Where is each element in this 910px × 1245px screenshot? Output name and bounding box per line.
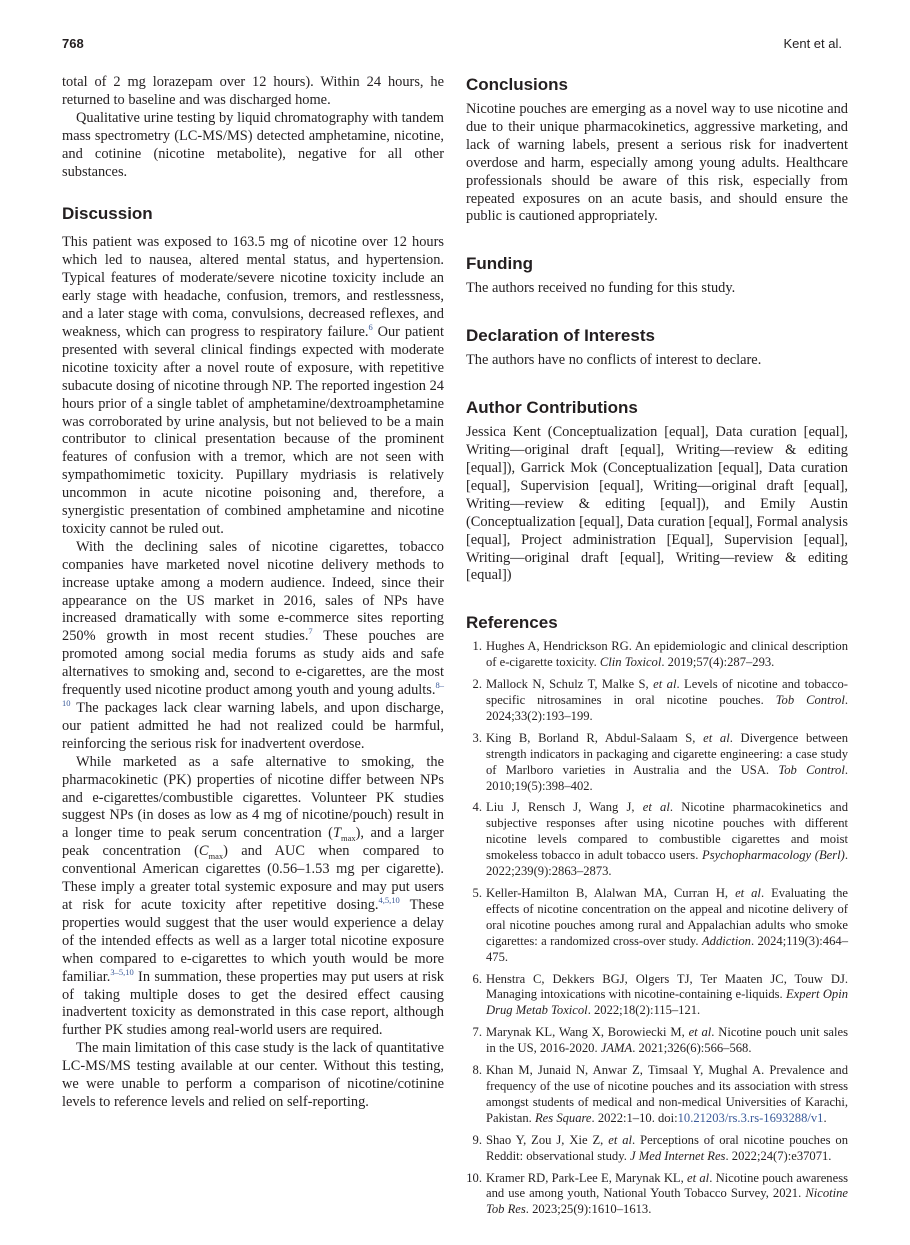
author-contributions-text: Jessica Kent (Conceptualization [equal], Data curation [equal], Writing—original draft [equal], Writing—review & editing [equal]), Garrick Mok (Conceptualization [equal], Data curation [equal], Supervision [equal], Writing—original draft [equal], Writing—review & editing [equal]), and Emily Austin (Conceptualization [equal], Data curation [equal], Formal analysis [equal], Project administration [Equal], Supervision [equal], Writing—original draft [equal], Writing—review & editing [equal]) <box>466 424 849 584</box>
right-column <box>466 74 848 1245</box>
reference-item: 7. Marynak KL, Wang X, Borowiecki M, et al. Nicotine pouch unit sales in the US, 2016-2020. JAMA. 2021;326(6):566–568. <box>472 1025 848 1056</box>
funding-text: The authors received no funding for this study. <box>466 280 736 297</box>
reference-item: 1. Hughes A, Hendrickson RG. An epidemiologic and clinical description of e-cigarette toxicity. Clin Toxicol. 2019;57(4):287–293. <box>472 639 848 670</box>
citation-link[interactable]: 6 <box>368 322 373 333</box>
conclusions-section <box>466 74 848 226</box>
author-contributions-section <box>466 397 848 585</box>
citation-link[interactable]: 8–10 <box>62 680 444 709</box>
declaration-section <box>466 325 848 370</box>
case-paragraph-end: total of 2 mg lorazepam over 12 hours). Within 24 hours, he returned to baseline and was discharged home. <box>62 74 444 108</box>
references-section <box>466 612 848 1218</box>
conclusions-heading: Conclusions <box>466 75 569 94</box>
author-contributions-heading: Author Contributions <box>466 398 638 418</box>
discussion-paragraph-2: With the declining sales of nicotine cigarettes, tobacco companies have marketed novel nicotine delivery methods to increase uptake among a modern audience. Indeed, since their appearance on the US market in 2016, sales of NPs have increased dramatically with some e-commerce sites reporting 250% growth in most recent studies.$^7$ These pouches are promoted among social media forums as study aids and safe alternatives to smoking and, second to e-cigarettes, are the most frequently used nicotine product among youth and young adults.$^{8-10}$ The packages lack clear warning labels, and upon discharge, our patient admitted he had not realized could be harmful, reinforcing the serious risk for inadvertent overdose. <box>62 538 444 752</box>
reference-item: 10. Kramer RD, Park-Lee E, Marynak KL, et al. Nicotine pouch awareness and use among youth, National Youth Tobacco Survey, 2021. Nicotine Tob Res. 2023;25(9):1610–1613. <box>466 1170 848 1217</box>
left-column <box>62 74 444 1112</box>
funding-heading: Funding <box>466 254 534 274</box>
citation-link[interactable]: 3–5,10 <box>110 966 134 977</box>
urine-testing-paragraph: Qualitative urine testing by liquid chromatography with tandem mass spectrometry (LC-MS/MS) detected amphetamine, nicotine, and cotinine (nicotine metabolite), negative for all other substances. <box>62 109 444 180</box>
page-header <box>62 36 842 56</box>
page-number: 768 <box>62 36 84 51</box>
reference-item: 4. Liu J, Rensch J, Wang J, et al. Nicotine pharmacokinetics and subjective responses after using nicotine pouches with different nicotine levels compared to combustible cigarettes and moist smokeless tobacco in adult tobacco users. Psychopharmacology (Berl). 2022;239(9):2863–2873. <box>472 800 848 879</box>
reference-item: 3. King B, Borland R, Abdul-Salaam S, et al. Divergence between strength indicators in packaging and cigarette engineering: a case study of Marlboro varieties in Australia and the USA. Tob Control. 2010;19(5):398–402. <box>472 730 849 793</box>
discussion-paragraph-3: While marketed as a safe alternative to smoking, the pharmacokinetic (PK) properties of nicotine differ between NPs and e-cigarettes/combustible cigarettes. Volunteer PK studies suggest NPs (in doses as low as 4 mg of nicotine/pouch) result in a longer time to peak serum concentration $(T_{max})$, and a larger peak concentration $(C_{max})$ and AUC when compared to conventional American cigarettes (0.56–1.53 mg per cigarette). These imply a greater total systemic exposure and may put users at risk for acute toxicity after repetitive dosing.$^{4,5,10}$ These properties would suggest that the user would experience a delay of the intended effects as well as a larger total nicotine exposure when compared to e-cigarettes to which youth would be more familiar.$^{3-5,10}$ In summation, these properties may put users at risk of taking multiple doses to get the desired effect causing inadvertent toxicity as demonstrated in this case report, although further PK studies among real-world users are required. <box>62 753 444 1039</box>
reference-list <box>466 639 848 1218</box>
declaration-text: The authors have no conflicts of interest to declare. <box>466 352 762 369</box>
citation-link[interactable]: 7 <box>308 626 313 637</box>
doi-link[interactable]: 10.21203/rs.3.rs-1693288/v1 <box>677 1110 824 1125</box>
declaration-heading: Declaration of Interests <box>466 326 655 346</box>
citation-link[interactable]: 4,5,10 <box>378 895 400 906</box>
reference-item: 9. Shao Y, Zou J, Xie Z, et al. Perceptions of oral nicotine pouches on Reddit: observational study. J Med Internet Res. 2022;24(7):e37071. <box>472 1132 848 1163</box>
funding-section <box>466 253 848 298</box>
reference-item: 5. Keller-Hamilton B, Alalwan MA, Curran H, et al. Evaluating the effects of nicotine concentration on the appeal and nicotine delivery of oral nicotine pouches among rural and Appalachian adults who smoke cigarettes: a randomized cross-over study. Addiction. 2024;119(3):464–475. <box>472 886 848 964</box>
discussion-paragraph-4: The main limitation of this case study is the lack of quantitative LC-MS/MS testing available at our center. Without this testing, we were unable to perform a comparison of nicotine/cotinine levels to reference levels and relied on self-reporting. <box>62 1040 444 1110</box>
discussion-paragraph-1: This patient was exposed to 163.5 mg of nicotine over 12 hours which led to nausea, altered mental status, and hypertension. Typical features of moderate/severe nicotine toxicity include an early stage with headache, confusion, tremors, and restlessness, and a later stage with coma, convulsions, decreased reflexes, and weakness, which can progress to respiratory failure.$^6$ Our patient presented with several clinical findings expected with moderate nicotine toxicity after a novel route of exposure, with repetitive subacute dosing of nicotine through NP. The reported ingestion 24 hours prior of a single tablet of amphetamine/dextroamphetamine was corroborated by urine analysis, but not believed to be a main contributor to clinical presentation because of the prominent features of confusion with a tremor, which are not seen with sympathomimetic toxicity. Pupillary mydriasis is relatively uncommon in acute nicotine poisoning and, therefore, a synergistic presentation of combined amphetamine and nicotine toxicity cannot be ruled out. <box>62 234 444 537</box>
reference-item: 2. Mallock N, Schulz T, Malke S, et al. Levels of nicotine and tobacco-specific nitrosamines in oral nicotine pouches. Tob Control. 2024;33(2):193–199. <box>472 677 848 723</box>
reference-item: 6. Henstra C, Dekkers BGJ, Olgers TJ, Ter Maaten JC, Touw DJ. Managing intoxications with nicotine-containing e-liquids. Expert Opin Drug Metab Toxicol. 2022;18(2):115–121. <box>472 971 849 1018</box>
references-heading: References <box>466 613 558 633</box>
conclusions-text: Nicotine pouches are emerging as a novel way to use nicotine and due to their unique pharmacokinetics, aggressive marketing, and lack of warning labels, present a serious risk for inadvertent overdose and harm, especially among young adults. Healthcare professionals should be aware of this risk, especially from repeated exposures on an acute basis, and should ensure the public is cautioned appropriately. <box>466 101 848 225</box>
reference-item: 8. Khan M, Junaid N, Anwar Z, Timsaal Y, Mughal A. Prevalence and frequency of the use of nicotine pouches and its association with stress amongst students of medical and non-medical Universities of Karachi, Pakistan. Res Square. 2022:1–10. doi:10.21203/rs.3.rs-1693288/v1. <box>472 1063 848 1125</box>
running-head: Kent et al. <box>783 36 842 51</box>
discussion-heading: Discussion <box>62 204 153 224</box>
